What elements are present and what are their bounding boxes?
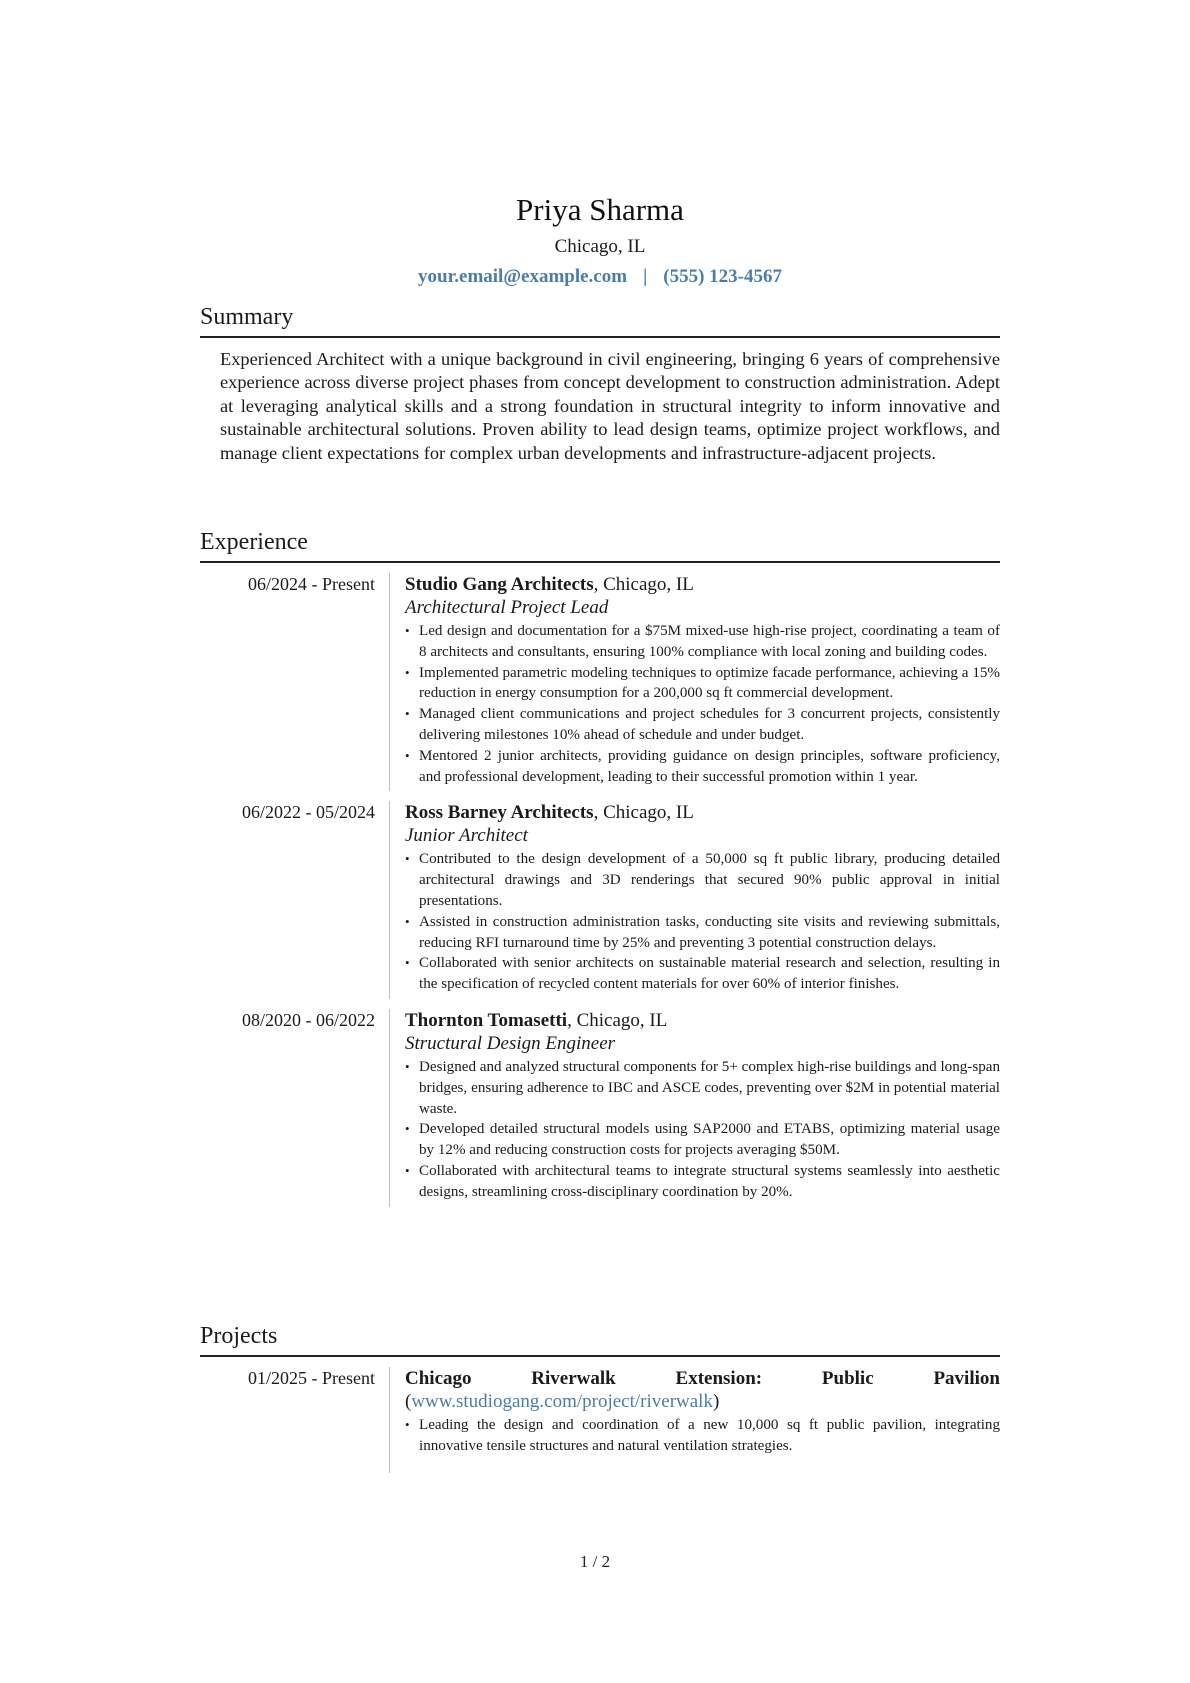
contact-separator: | [643, 266, 648, 287]
email-link[interactable]: your.email@example.com [418, 266, 628, 287]
project-entry [200, 1367, 1000, 1473]
company-name: Studio Gang Architects [405, 574, 594, 595]
job-title: Junior Architect [405, 825, 528, 847]
section-title-experience: Experience [200, 527, 1000, 563]
achievement-list [405, 1057, 1000, 1203]
project-title-word: Pavilion [933, 1368, 1000, 1389]
job-title: Architectural Project Lead [405, 597, 609, 618]
resume-header [200, 190, 1000, 291]
achievement-item: • Collaborated with senior architects on sustainable material research and selection, resulting in the specification of recycled content materials for over 60% of interior finishes. [405, 953, 1000, 995]
job-title: Structural Design Engineer [405, 1032, 616, 1054]
experience-entry [200, 1009, 1000, 1207]
page-number: 1 / 2 [579, 1552, 611, 1571]
experience-entry [200, 801, 1000, 999]
entry-body [389, 573, 1000, 791]
project-title [405, 1367, 1000, 1390]
entry-date: 06/2024 - Present [248, 574, 375, 594]
entry-organization [405, 573, 1000, 596]
projects-section [200, 1321, 1000, 1473]
contact-line [200, 263, 1000, 291]
link-paren-open: ( [405, 1391, 412, 1412]
achievement-list [405, 621, 1000, 787]
achievement-item: • Collaborated with architectural teams to integrate structural systems seamlessly into aesthetic designs, streamlining cross-disciplinary coordination by 20%. [405, 1161, 1000, 1203]
achievement-item: • Led design and documentation for a $75M mixed-use high-rise project, coordinating a team of 8 architects and consultants, ensuring 100% compliance with local zoning and building codes. [405, 621, 1000, 663]
entry-date: 08/2020 - 06/2022 [242, 1009, 375, 1030]
section-title-projects: Projects [200, 1321, 1000, 1357]
company-name: Ross Barney Architects [405, 802, 594, 824]
phone-link[interactable]: (555) 123-4567 [663, 266, 782, 287]
achievement-item: • Assisted in construction administration tasks, conducting site visits and reviewing submittals, reducing RFI turnaround time by 25% and preventing 3 potential construction delays. [405, 912, 1000, 954]
entry-date: 01/2025 - Present [248, 1368, 375, 1388]
achievement-item: • Implemented parametric modeling techniques to optimize facade performance, achieving a 15% reduction in energy consumption for a 200,000 sq ft commercial development. [405, 663, 1000, 705]
summary-section [200, 302, 1000, 465]
projects-list [200, 1367, 1000, 1473]
company-location: , Chicago, IL [593, 802, 694, 824]
experience-section [200, 527, 1000, 1207]
project-detail-list [405, 1415, 1000, 1457]
achievement-item: • Developed detailed structural models using SAP2000 and ETABS, optimizing material usage by 12% and reducing construction costs for projects averaging $50M. [405, 1119, 1000, 1161]
achievement-item: • Mentored 2 junior architects, providing guidance on design principles, software proficiency, and professional development, leading to their successful promotion within 1 year. [405, 746, 1000, 788]
project-link-line [405, 1390, 1000, 1413]
company-name: Thornton Tomasetti [405, 1009, 568, 1031]
experience-entry [200, 573, 1000, 791]
entry-organization [405, 801, 1000, 824]
achievement-item: • Contributed to the design development of a 50,000 sq ft public library, producing detailed architectural drawings and 3D renderings that secured 90% public approval in initial presentations. [405, 849, 1000, 911]
project-detail-item: • Leading the design and coordination of a new 10,000 sq ft public pavilion, integrating innovative tensile structures and natural ventilation strategies. [405, 1415, 1000, 1457]
company-location: , Chicago, IL [567, 1009, 668, 1031]
project-title-word: Chicago [405, 1368, 472, 1389]
experience-list [200, 573, 1000, 1207]
project-title-word: Riverwalk [531, 1368, 616, 1389]
achievement-item: • Designed and analyzed structural components for 5+ complex high-rise buildings and long-span bridges, ensuring adherence to IBC and ASCE codes, preventing over $2M in potential material waste. [405, 1057, 1000, 1119]
candidate-name: Priya Sharma [516, 192, 684, 227]
entry-body [389, 1367, 1000, 1473]
entry-body [389, 801, 1000, 999]
achievement-list [405, 849, 1000, 995]
summary-text: Experienced Architect with a unique background in civil engineering, bringing 6 years of comprehensive experience across diverse project phases from concept development to construction administration. Adept at leveraging analytical skills and a strong foundation in structural integrity to inform innovative and sustainable architectural solutions. Proven ability to lead design teams, optimize project workflows, and manage client expectations for complex urban developments and infrastructure-adjacent projects. [220, 349, 1000, 463]
achievement-item: • Managed client communications and project schedules for 3 concurrent projects, consistently delivering milestones 10% ahead of schedule and under budget. [405, 704, 1000, 746]
company-location: , Chicago, IL [593, 574, 694, 595]
entry-organization [405, 1009, 1000, 1032]
project-link[interactable]: www.studiogang.com/project/riverwalk [411, 1391, 713, 1412]
entry-body [389, 1009, 1000, 1207]
link-paren-close: ) [712, 1391, 720, 1412]
section-title-summary: Summary [200, 302, 1000, 338]
project-title-word: Public [821, 1368, 874, 1389]
project-title-word: Extension: [675, 1368, 763, 1389]
candidate-location: Chicago, IL [554, 236, 646, 257]
entry-date: 06/2022 - 05/2024 [242, 802, 375, 823]
